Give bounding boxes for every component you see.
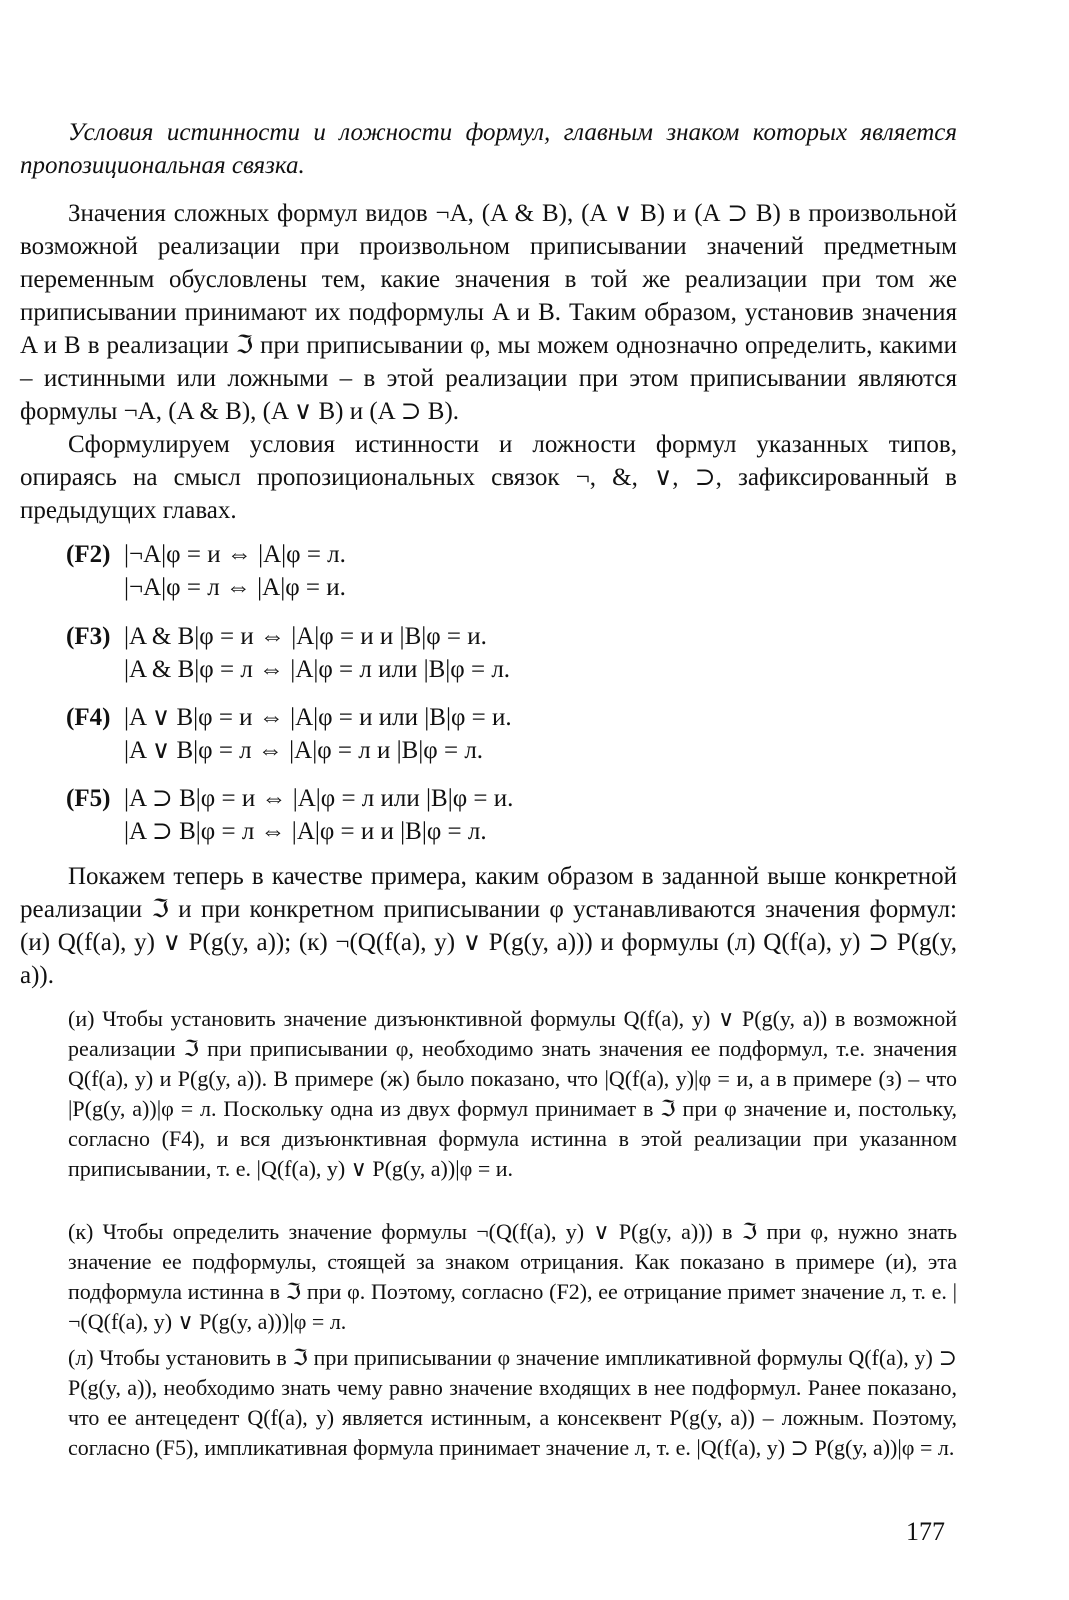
paragraph-3: Покажем теперь в качестве примера, каким образом в заданной выше конкретной реализации ℑ и при конкретном приписывании φ устанавливаются значения формул: (и) Q(f(a), y) ∨ P(g(y, a)); (к) ¬(Q(f(a), y) ∨ P(g(y, a))) и формулы (л) Q(f(a), y) ⊃ P(g(y, a)). xyxy=(20,863,957,989)
rule-label: (F3) xyxy=(66,623,111,650)
rule-label: (F5) xyxy=(66,785,111,812)
page-number: 177 xyxy=(906,1517,945,1546)
example-k: (к) Чтобы определить значение формулы ¬(Q(f(a), y) ∨ P(g(y, a))) в ℑ при φ, нужно знать значение ее подформулы, стоящей за знаком отрицания. Как показано в примере (и), эта подформула истинна в ℑ при φ. Поэтому, согласно (F2), ее отрицание примет значение л, т. е. |¬(Q(f(a), y) ∨ P(g(y, a)))|φ = л. xyxy=(68,1219,957,1334)
intro-heading: Условия истинности и ложности формул, главным знаком которых является пропозициональная связка. xyxy=(20,119,957,179)
rule-f5 xyxy=(66,782,513,848)
rule-line: |A ∨ B|φ = и ⇔ |A|φ = и или |B|φ = и. xyxy=(124,704,512,731)
rule-line: |¬A|φ = и ⇔ |A|φ = л. xyxy=(124,541,346,568)
rule-line: |A & B|φ = и ⇔ |A|φ = и и |B|φ = и. xyxy=(124,623,487,650)
rule-label: (F2) xyxy=(66,541,111,568)
rule-line: |A ⊃ B|φ = и ⇔ |A|φ = л или |B|φ = и. xyxy=(124,785,514,812)
example-l: (л) Чтобы установить в ℑ при приписывании φ значение импликативной формулы Q(f(a), y) ⊃ P(g(y, a)), необходимо знать чему равно значение входящих в нее подформул. Ранее показано, что ее антецедент Q(f(a), y) является истинным, а консеквент P(g(y, a)) – ложным. Поэтому, согласно (F5), импликативная формула принимает значение л, т. е. |Q(f(a), y) ⊃ P(g(y, a))|φ = л. xyxy=(68,1345,957,1460)
rule-line: |A ∨ B|φ = л ⇔ |A|φ = л и |B|φ = л. xyxy=(124,737,484,764)
example-i: (и) Чтобы установить значение дизъюнктивной формулы Q(f(a), y) ∨ P(g(y, a)) в возможной реализации ℑ при приписывании φ, необходимо знать значения ее подформул, т.е. значения Q(f(a), y) и P(g(y, a)). В примере (ж) было показано, что |Q(f(a), y)|φ = и, а в примере (з) – что |P(g(y, a))|φ = л. Поскольку одна из двух формул принимает в ℑ при φ значение и, постольку, согласно (F4), и вся дизъюнктивная формула истинна в этой реализации при указанном приписывании, т. е. |Q(f(a), y) ∨ P(g(y, a))|φ = и. xyxy=(68,1006,957,1181)
paragraph-1: Значения сложных формул видов ¬A, (A & B), (A ∨ B) и (A ⊃ B) в произвольной возможной реализации при произвольном приписывании значений предметным переменным обусловлены тем, какие значения в той же реализации при том же приписывании принимают их подформулы A и B. Таким образом, установив значения A и B в реализации ℑ при приписывании φ, мы можем однозначно определить, какими – истинными или ложными – в этой реализации при этом приписывании являются формулы ¬A, (A & B), (A ∨ B) и (A ⊃ B). xyxy=(20,200,957,425)
rule-label: (F4) xyxy=(66,704,111,731)
rule-line: |A ⊃ B|φ = л ⇔ |A|φ = и и |B|φ = л. xyxy=(124,818,487,845)
rule-f2 xyxy=(66,538,346,604)
rule-line: |A & B|φ = л ⇔ |A|φ = л или |B|φ = л. xyxy=(124,656,511,683)
paragraph-2: Сформулируем условия истинности и ложности формул указанных типов, опираясь на смысл пропозициональных связок ¬, &, ∨, ⊃, зафиксированный в предыдущих главах. xyxy=(20,431,957,524)
rule-f4 xyxy=(66,701,512,767)
rule-f3 xyxy=(66,620,510,686)
rule-line: |¬A|φ = л ⇔ |A|φ = и. xyxy=(124,574,346,601)
